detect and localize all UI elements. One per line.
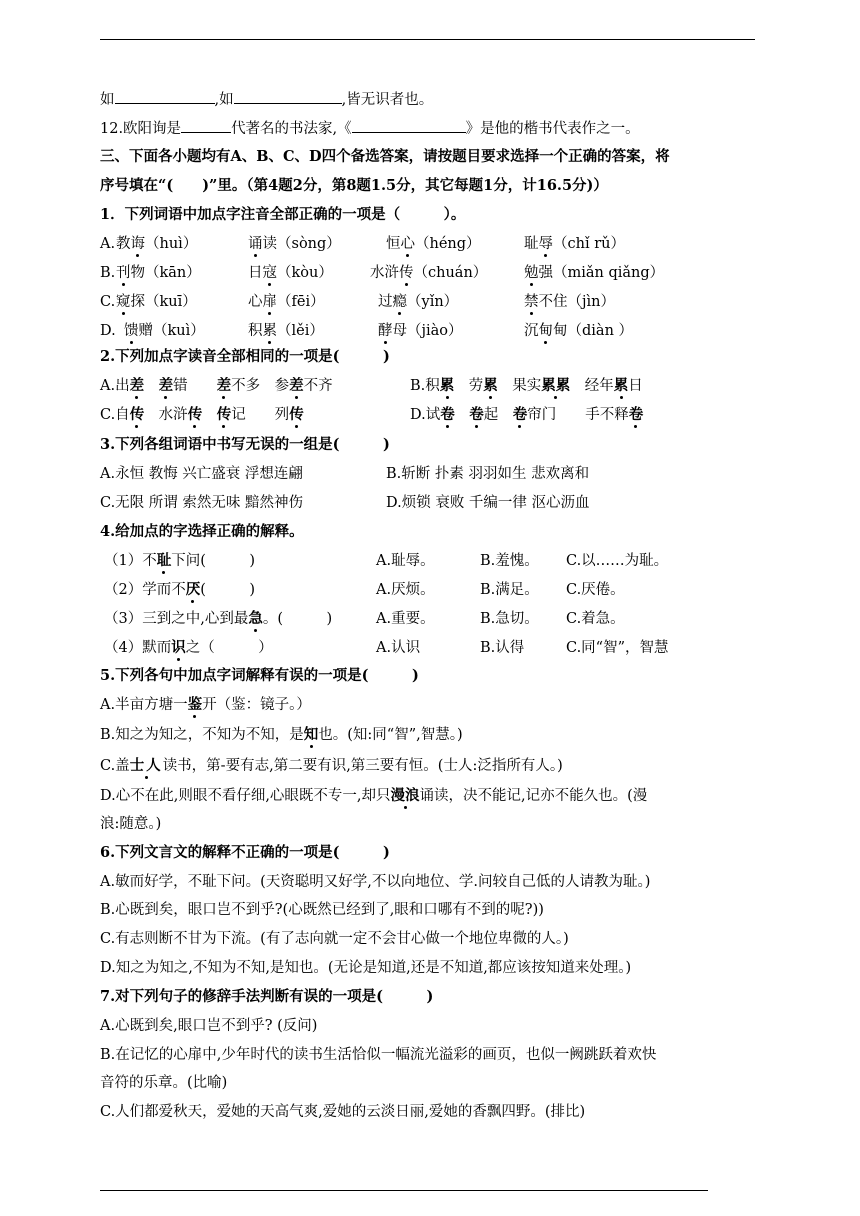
word: 过瘾（yǐn） [378,294,459,310]
question-7-title: 7.对下列句子的修辞手法判断有误的一项是( ) [100,988,434,1005]
header-rule [100,39,755,40]
footer-rule [100,1190,708,1191]
q3-option-a: A.永恒 教悔 兴亡盛衰 浮想连翩 [100,466,303,482]
choice-a: A.认识 [376,640,421,656]
word: 积累（lěi） [248,323,324,339]
fill-text: ,皆无识者也。 [341,92,434,108]
item-stem: （4）默而识之（ ） [104,639,273,656]
question-2-title: 2.下列加点字读音全部相同的一项是( ) [100,348,390,365]
section-heading-cont: 序号填在“( )”里。（第4题2分，第8题1.5分，其它每题1分，计16.5分)） [100,177,608,194]
word: 耻辱（chǐ rǔ） [524,236,625,252]
q3-option-d: D.烦锁 衰败 千编一律 沤心沥血 [386,495,590,511]
choice-a: A.重要。 [376,611,435,627]
word: 窥探（kuī） [116,294,197,310]
word: 酵母（jiào） [378,323,463,339]
fill-text: ,如 [214,92,234,108]
word: 恒心（héng） [386,236,481,252]
item-stem: （1）不耻下问( ) [104,552,256,569]
fill-line-12 [100,118,640,139]
fill-text: 如 [100,92,115,108]
q2-option-c: C.自传 水浒传 传记 列传 [100,406,304,423]
word: 馈赠（kuì） [124,323,205,339]
question-1-title: 1．下列词语中加点字注音全部正确的一项是（ ）。 [100,206,466,223]
word: 禁不住（jìn） [524,294,615,310]
q5-option-c: C.盖士人读书，第-要有志,第二要有识,第三要有恒。(士人:泛指所有人。) [100,757,563,774]
word: 刊物（kān） [116,265,201,281]
word: 沉甸甸（diàn ） [524,323,634,339]
choice-b: B.满足。 [480,582,539,598]
answer-blank[interactable] [352,118,466,133]
q6-option-a: A.敏而好学，不耻下问。(天资聪明又好学,不以向地位、学.问较自己低的人请教为耻。) [100,874,651,890]
q3-option-b: B.斩断 扑素 羽羽如生 悲欢离和 [386,466,590,482]
word: 诵读（sòng） [248,236,341,252]
q5-option-d-cont: 浪:随意。) [100,816,162,832]
choice-c: C.着急。 [566,611,625,627]
q6-option-b: B.心既到矣，眼口岂不到乎?(心既然已经到了,眼和口哪有不到的呢?)) [100,902,544,918]
q7-option-b: B.在记忆的心扉中,少年时代的读书生活恰似一幅流光溢彩的画页，也似一阙跳跃着欢快 [100,1047,657,1063]
word: 勉强（miǎn qiǎng） [524,265,665,281]
item-stem: （2）学而不厌( ) [104,581,256,598]
fill-line-11 [100,89,433,110]
choice-c: C.同“智”，智慧 [566,640,669,656]
question-6-title: 6.下列文言文的解释不正确的一项是( ) [100,844,390,861]
item-stem: （3）三到之中,心到最急。( ) [104,610,333,627]
q5-option-a: A.半亩方塘一鉴开（鉴：镜子。） [100,696,311,713]
word: 水浒传（chuán） [370,265,488,281]
answer-blank[interactable] [181,118,231,133]
q7-option-a: A.心既到矣,眼口岂不到乎? (反问) [100,1018,318,1034]
choice-b: B.羞愧。 [480,553,539,569]
q7-option-c: C.人们都爱秋天，爱她的天高气爽,爱她的云淡日丽,爱她的香飘四野。(排比) [100,1104,586,1120]
q7-option-b-cont: 音符的乐章。(比喻) [100,1075,228,1091]
answer-blank[interactable] [234,89,342,104]
question-4-title: 4.给加点的字选择正确的解释。 [100,523,304,540]
choice-a: A.耻辱。 [376,553,435,569]
fill-text: 代著名的书法家,《 [231,121,352,137]
word: 教诲（huì） [116,236,198,252]
word: 心扉（fēi） [248,294,325,310]
q3-option-c: C.无限 所谓 索然无味 黯然神伤 [100,495,304,511]
q2-option-d: D.试卷 卷起 卷帘门 手不释卷 [410,406,644,423]
word: 日寇（kòu） [248,265,333,281]
q6-option-c: C.有志则断不甘为下流。(有了志向就一定不会甘心做一个地位卑微的人。) [100,931,569,947]
question-5-title: 5.下列各句中加点字词解释有误的一项是( ) [100,667,419,684]
choice-c: C.厌倦。 [566,582,625,598]
q2-option-b: B.积累 劳累 果实累累 经年累日 [410,377,643,394]
q2-option-a: A.出差 差错 差不多 参差不齐 [100,377,333,394]
q5-option-d: D.心不在此,则眼不看仔细,心眼既不专一,却只漫浪诵读，决不能记,记亦不能久也。(漫 [100,787,648,804]
q5-option-b: B.知之为知之，不知为不知，是知也。(知:同“智”,智慧。) [100,726,463,743]
choice-c: C.以……为耻。 [566,553,669,569]
section-heading: 三、下面各小题均有A、B、C、D四个备选答案，请按题目要求选择一个正确的答案，将 [100,148,670,165]
choice-a: A.厌烦。 [376,582,435,598]
fill-text: 12.欧阳询是 [100,121,182,137]
q6-option-d: D.知之为知之,不知为不知,是知也。(无论是知道,还是不知道,都应该按知道来处理。) [100,960,632,976]
choice-b: B.认得 [480,640,525,656]
fill-text: 》是他的楷书代表作之一。 [465,121,640,137]
answer-blank[interactable] [115,89,215,104]
question-3-title: 3.下列各组词语中书写无误的一组是( ) [100,436,390,453]
choice-b: B.急切。 [480,611,539,627]
